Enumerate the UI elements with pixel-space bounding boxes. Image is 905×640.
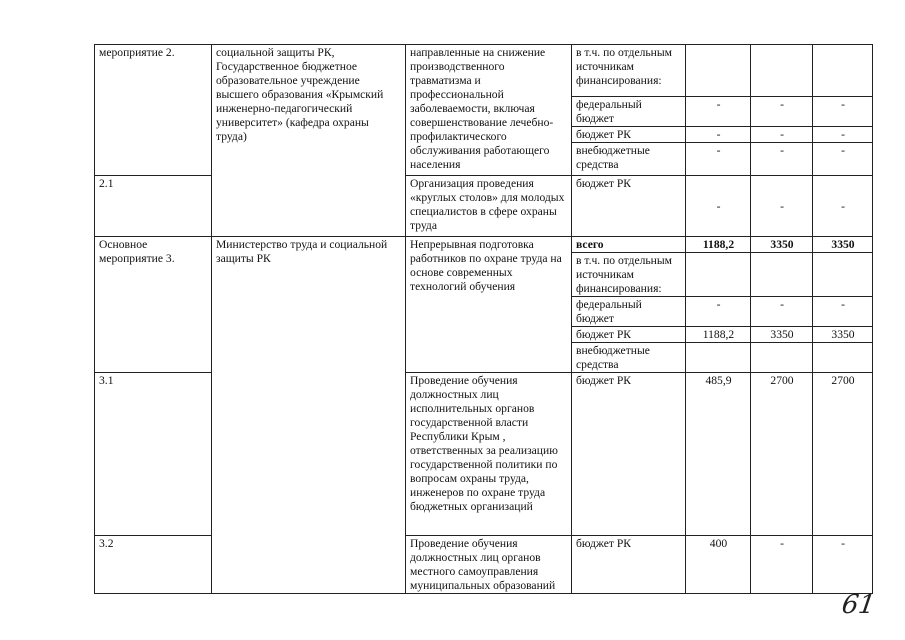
value-cell: 3350 [813,327,873,343]
value-cell: - [751,97,813,127]
value-cell: - [813,297,873,327]
value-cell: - [813,176,873,237]
value-cell: - [813,97,873,127]
funding-source-cell: в т.ч. по отдельным источникам финансирования: [572,45,686,97]
table-row [95,237,873,253]
value-cell: 2700 [751,373,813,536]
table-row [95,536,873,594]
value-cell: - [686,176,751,237]
value-cell: - [686,97,751,127]
table-row [95,176,873,237]
activity-cell: 3.2 [95,536,212,594]
description-cell: Проведение обучения должностных лиц органов местного самоуправления муниципальных образований [406,536,572,594]
executor-cell: Министерство труда и социальной защиты РК [212,237,406,594]
value-cell: - [813,536,873,594]
value-cell: 485,9 [686,373,751,536]
value-cell: - [686,127,751,143]
table-row [95,45,873,97]
executor-cell: социальной защиты РК, Государственное бюджетное образовательное учреждение высшего образования «Крымский инженерно-педагогический университет» (кафедра охраны труда) [212,45,406,237]
value-cell [686,45,751,97]
value-cell: - [813,143,873,176]
activity-cell: 3.1 [95,373,212,536]
value-cell: 1188,2 [686,237,751,253]
value-cell: 3350 [813,237,873,253]
funding-source-cell: всего [572,237,686,253]
funding-source-cell: в т.ч. по отдельным источникам финансирования: [572,253,686,297]
value-cell: 2700 [813,373,873,536]
description-cell: Проведение обучения должностных лиц исполнительных органов государственной власти Республики Крым , ответственных за реализацию государственной политики по вопросам охраны труда, инженеров по охране труда бюджетных организаций [406,373,572,536]
value-cell: - [686,143,751,176]
funding-source-cell: бюджет РК [572,373,686,536]
funding-source-cell: бюджет РК [572,176,686,237]
value-cell [686,253,751,297]
activity-cell: мероприятие 2. [95,45,212,176]
funding-source-cell: бюджет РК [572,327,686,343]
value-cell: - [813,127,873,143]
page-number: 61 [839,590,878,620]
description-cell: Организация проведения «круглых столов» для молодых специалистов в сфере охраны труда [406,176,572,237]
value-cell: 3350 [751,237,813,253]
funding-source-cell: федеральный бюджет [572,297,686,327]
funding-source-cell: бюджет РК [572,127,686,143]
value-cell [751,253,813,297]
activity-cell: 2.1 [95,176,212,237]
activity-cell: Основное мероприятие 3. [95,237,212,373]
value-cell: 400 [686,536,751,594]
value-cell: - [751,297,813,327]
description-cell: Непрерывная подготовка работников по охране труда на основе современных технологий обучения [406,237,572,373]
value-cell: - [751,176,813,237]
value-cell: 1188,2 [686,327,751,343]
funding-source-cell: бюджет РК [572,536,686,594]
value-cell [686,343,751,373]
value-cell: 3350 [751,327,813,343]
value-cell [813,45,873,97]
program-table [94,44,873,594]
funding-source-cell: федеральный бюджет [572,97,686,127]
value-cell [751,343,813,373]
value-cell: - [686,297,751,327]
value-cell: - [751,536,813,594]
value-cell: - [751,143,813,176]
value-cell [813,343,873,373]
value-cell [813,253,873,297]
value-cell: - [751,127,813,143]
value-cell [751,45,813,97]
table-row [95,373,873,536]
description-cell: направленные на снижение производственного травматизма и профессиональной заболеваемости, включая совершенствование лечебно-профилактического обслуживания работающего населения [406,45,572,176]
funding-source-cell: внебюджетные средства [572,343,686,373]
funding-source-cell: внебюджетные средства [572,143,686,176]
